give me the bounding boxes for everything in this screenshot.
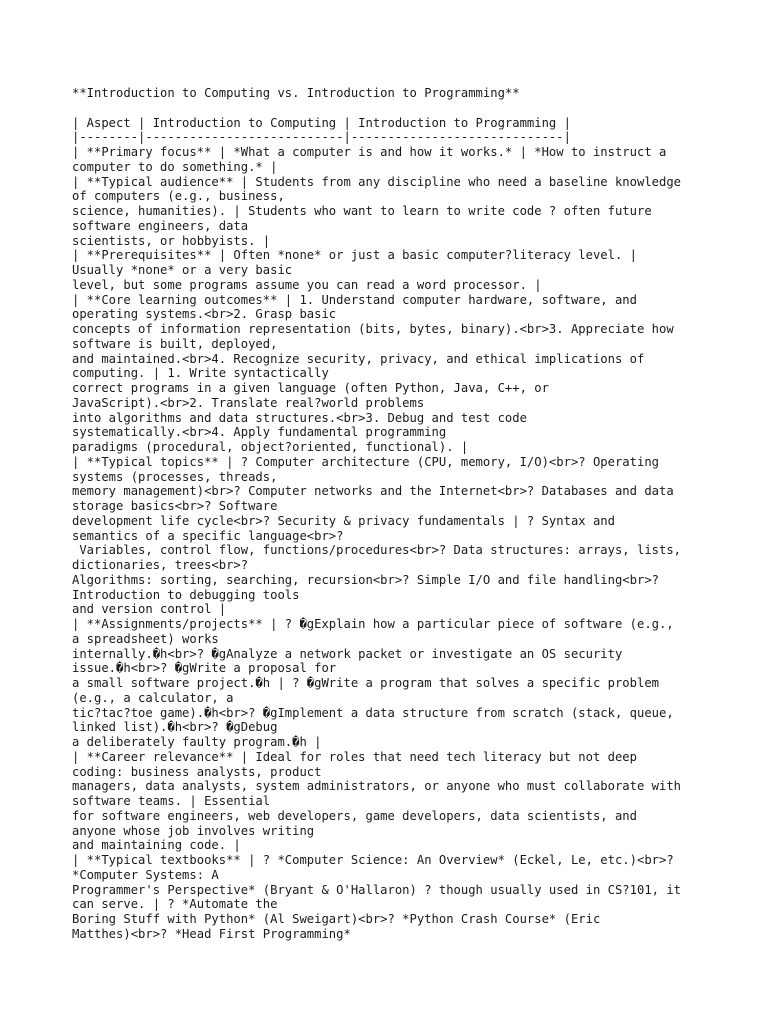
document-line: and version control | (72, 602, 227, 617)
document-line: tic?tac?toe game).�h<br>? �gImplement a data structure from scratch (stack, queue, (72, 705, 674, 720)
document-line: dictionaries, trees<br>? (72, 558, 249, 572)
document-line: can serve. | ? *Automate the (72, 897, 278, 912)
document-line: managers, data analysts, system administrators, or anyone who must collaborate with (72, 779, 682, 794)
document-line: memory management)<br>? Computer networks and the Internet<br>? Databases and data (72, 484, 674, 499)
document-line: Boring Stuff with Python* (Al Sweigart)<br>? *Python Crash Course* (Eric (72, 912, 601, 926)
document-line: JavaScript).<br>2. Translate real?world problems (72, 395, 425, 410)
document-line: semantics of a specific language<br>? (72, 528, 344, 543)
document-line: | **Typical textbooks** | ? *Computer Science: An Overview* (Eckel, Le, etc.)<br>? (72, 853, 674, 867)
document-line (72, 101, 732, 116)
document-line: a deliberately faulty program.�h | (72, 735, 322, 749)
document-line: paradigms (procedural, object?oriented, functional). | (72, 440, 469, 454)
document-line: *Computer Systems: A (72, 867, 219, 882)
document-line: issue.�h<br>? �gWrite a proposal for (72, 661, 337, 676)
document-line: |--------|---------------------------|-----------------------------| (72, 130, 571, 145)
document-line: concepts of information representation (bits, bytes, binary).<br>3. Appreciate how (72, 322, 674, 336)
document-line: scientists, or hobbyists. | (72, 233, 271, 248)
document-line: computer to do something.* | (72, 159, 278, 174)
document-line: systematically.<br>4. Apply fundamental programming (72, 425, 447, 440)
document-line: systems (processes, threads, (72, 469, 278, 484)
document-title: **Introduction to Computing vs. Introduction to Programming** (72, 86, 520, 100)
document-line: a spreadsheet) works (72, 631, 219, 646)
document-line: into algorithms and data structures.<br>3. Debug and test code (72, 410, 527, 425)
document-line: | **Typical audience** | Students from any discipline who need a baseline knowledge (72, 174, 682, 189)
document-line: level, but some programs assume you can read a word processor. | (72, 277, 542, 292)
document-line: | **Prerequisites** | Often *none* or just a basic computer?literacy level. | (72, 248, 637, 263)
document-line: of computers (e.g., business, (72, 189, 285, 204)
document-line: | Aspect | Introduction to Computing | Introduction to Programming | (72, 115, 571, 130)
document-line: Introduction to debugging tools (72, 587, 300, 602)
document-line: (e.g., a calculator, a (72, 690, 234, 705)
document-line: science, humanities). | Students who want to learn to write code ? often future (72, 204, 652, 218)
document-line: Programmer's Perspective* (Bryant & O'Hallaron) ? though usually used in CS?101, it (72, 882, 682, 897)
document-line: | **Core learning outcomes** | 1. Understand computer hardware, software, and (72, 292, 637, 307)
document-line: and maintaining code. | (72, 838, 241, 853)
document-line: Matthes)<br>? *Head First Programming* (72, 926, 351, 941)
document-line: and maintained.<br>4. Recognize security, privacy, and ethical implications of (72, 351, 645, 366)
document-line: operating systems.<br>2. Grasp basic (72, 307, 337, 322)
document-line: anyone whose job involves writing (72, 823, 315, 838)
document-line: software teams. | Essential (72, 794, 271, 808)
document-line: internally.�h<br>? �gAnalyze a network packet or investigate an OS security (72, 646, 623, 661)
document-line: coding: business analysts, product (72, 764, 322, 779)
document-line: software engineers, data (72, 218, 249, 233)
document-line: Usually *none* or a very basic (72, 263, 293, 277)
document-line: development life cycle<br>? Security & privacy fundamentals | ? Syntax and (72, 513, 615, 528)
document-line: a small software project.�h | ? �gWrite a program that solves a specific problem (72, 676, 659, 690)
document-line: for software engineers, web developers, game developers, data scientists, and (72, 808, 637, 823)
document-line: | **Assignments/projects** | ? �gExplain how a particular piece of software (e.g., (72, 617, 674, 631)
document-text (72, 86, 732, 942)
document-line: | **Career relevance** | Ideal for roles that need tech literacy but not deep (72, 749, 637, 764)
document-line: computing. | 1. Write syntactically (72, 366, 329, 381)
document-line: software is built, deployed, (72, 336, 278, 351)
document-line: Variables, control flow, functions/procedures<br>? Data structures: arrays, lists, (72, 543, 682, 558)
document-line: linked list).�h<br>? �gDebug (72, 720, 278, 735)
document-line: | **Typical topics** | ? Computer architecture (CPU, memory, I/O)<br>? Operating (72, 454, 659, 469)
document-line: Algorithms: sorting, searching, recursion<br>? Simple I/O and file handling<br>? (72, 572, 659, 587)
document-line: storage basics<br>? Software (72, 499, 278, 513)
document-line: | **Primary focus** | *What a computer is and how it works.* | *How to instruct a (72, 145, 667, 159)
document-line: correct programs in a given language (often Python, Java, C++, or (72, 381, 549, 395)
